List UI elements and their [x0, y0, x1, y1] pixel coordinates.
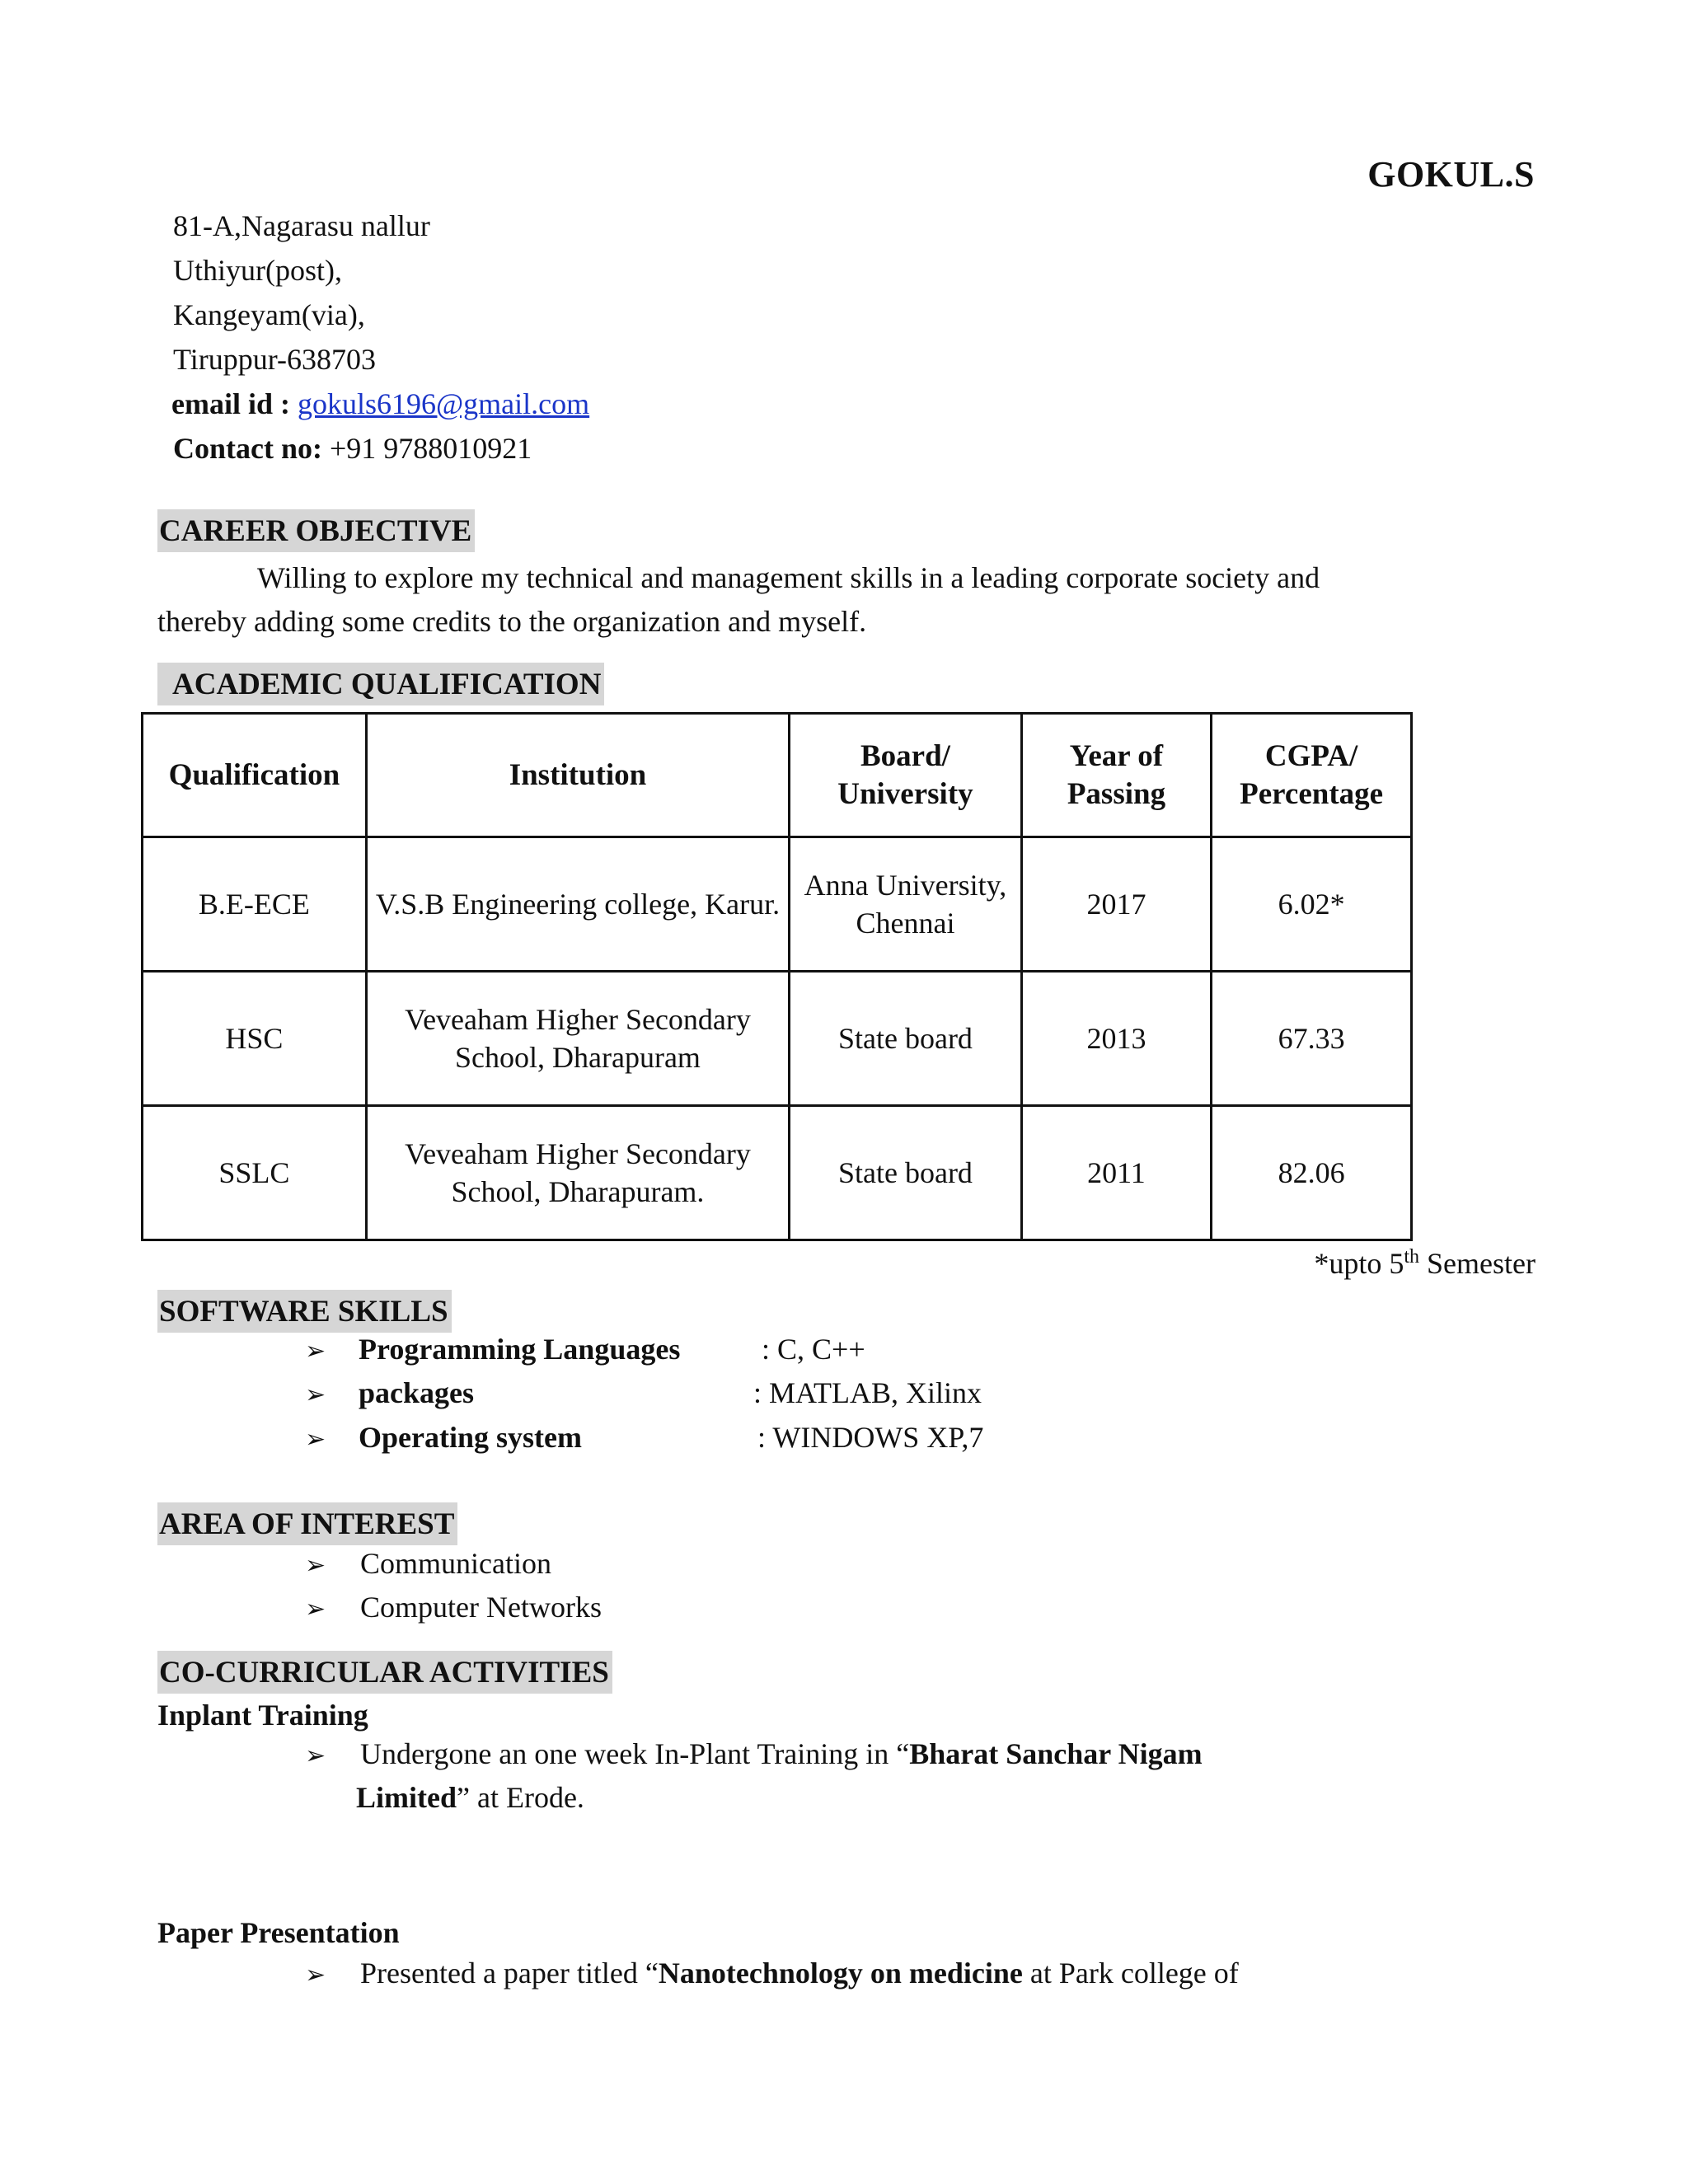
contact-value: +91 9788010921	[329, 432, 532, 465]
arrow-bullet-icon: ➢	[305, 1337, 326, 1366]
inplant-item-continued	[356, 1780, 584, 1815]
arrow-bullet-icon: ➢	[305, 1961, 326, 1990]
contact-line	[173, 426, 532, 471]
candidate-name: GOKUL.S	[1367, 154, 1535, 194]
table-footnote	[1314, 1246, 1536, 1281]
interest-label: Computer Networks	[360, 1591, 602, 1624]
inplant-text-post: ” at Erode.	[457, 1781, 584, 1814]
header-board: Board/ University	[790, 714, 1021, 837]
cell-qualification: SSLC	[143, 1106, 367, 1240]
table-header-row	[143, 714, 1412, 837]
header-qualification: Qualification	[143, 714, 367, 837]
skill-label: Operating system	[359, 1421, 582, 1454]
skill-value: : C, C++	[762, 1333, 865, 1366]
cell-cgpa: 82.06	[1212, 1106, 1412, 1240]
cell-cgpa: 67.33	[1212, 972, 1412, 1106]
skill-label: Programming Languages	[359, 1333, 681, 1366]
skill-item	[305, 1332, 865, 1366]
email-link[interactable]: gokuls6196@gmail.com	[297, 387, 590, 420]
arrow-bullet-icon: ➢	[305, 1380, 326, 1409]
arrow-bullet-icon: ➢	[305, 1425, 326, 1454]
skill-item	[305, 1376, 982, 1410]
paper-text-pre: Presented a paper titled “	[360, 1957, 659, 1990]
inplant-company: Bharat Sanchar Nigam	[909, 1737, 1203, 1770]
skill-value: : MATLAB, Xilinx	[753, 1376, 982, 1409]
skill-value: : WINDOWS XP,7	[757, 1421, 984, 1454]
interest-item	[305, 1546, 551, 1581]
table-row	[143, 1106, 1412, 1240]
footnote-post: Semester	[1419, 1247, 1536, 1280]
cell-year: 2017	[1021, 837, 1212, 972]
header-cgpa: CGPA/ Percentage	[1212, 714, 1412, 837]
interest-item	[305, 1590, 602, 1624]
cell-qualification: B.E-ECE	[143, 837, 367, 972]
career-objective-line-1: Willing to explore my technical and management skills in a leading corporate society and	[257, 561, 1320, 594]
email-label: email id :	[171, 387, 290, 420]
cell-cgpa: 6.02*	[1212, 837, 1412, 972]
inplant-training-title: Inplant Training	[157, 1699, 368, 1732]
co-curricular-heading: CO-CURRICULAR ACTIVITIES	[157, 1651, 612, 1694]
arrow-bullet-icon: ➢	[305, 1595, 326, 1624]
cell-qualification: HSC	[143, 972, 367, 1106]
table-row	[143, 972, 1412, 1106]
arrow-bullet-icon: ➢	[305, 1741, 326, 1770]
paper-item	[305, 1956, 1239, 1990]
address-line-3: Kangeyam(via),	[173, 298, 365, 331]
address-line-4: Tiruppur-638703	[173, 343, 376, 376]
skill-item	[305, 1420, 983, 1455]
inplant-item	[305, 1736, 1203, 1771]
inplant-text-pre: Undergone an one week In-Plant Training in “	[360, 1737, 910, 1770]
cell-board: Anna University, Chennai	[790, 837, 1021, 972]
software-skills-heading: SOFTWARE SKILLS	[157, 1290, 452, 1333]
table-row	[143, 837, 1412, 972]
footnote-pre: *upto 5	[1314, 1247, 1404, 1280]
career-objective-line-2: thereby adding some credits to the organization and myself.	[157, 605, 867, 638]
cell-institution: Veveaham Higher Secondary School, Dharapuram	[366, 972, 789, 1106]
header-year: Year of Passing	[1021, 714, 1212, 837]
area-of-interest-heading: AREA OF INTEREST	[157, 1502, 457, 1545]
career-objective-heading: CAREER OBJECTIVE	[157, 509, 475, 552]
address-line-2: Uthiyur(post),	[173, 254, 342, 287]
paper-presentation-title: Paper Presentation	[157, 1916, 400, 1949]
cell-institution: Veveaham Higher Secondary School, Dharapuram.	[366, 1106, 789, 1240]
header-institution: Institution	[366, 714, 789, 837]
academic-heading: ACADEMIC QUALIFICATION	[157, 663, 604, 705]
address-line-1: 81-A,Nagarasu nallur	[173, 209, 430, 242]
cell-year: 2013	[1021, 972, 1212, 1106]
paper-text-post: at Park college of	[1022, 1957, 1239, 1990]
cell-institution: V.S.B Engineering college, Karur.	[366, 837, 789, 972]
footnote-sup: th	[1404, 1246, 1420, 1268]
arrow-bullet-icon: ➢	[305, 1551, 326, 1580]
email-line	[171, 382, 589, 426]
skill-label: packages	[359, 1376, 475, 1409]
cell-board: State board	[790, 1106, 1021, 1240]
interest-label: Communication	[360, 1547, 551, 1580]
cell-year: 2011	[1021, 1106, 1212, 1240]
academic-table	[141, 712, 1413, 1241]
paper-topic: Nanotechnology on medicine	[658, 1957, 1023, 1990]
cell-board: State board	[790, 972, 1021, 1106]
inplant-company-end: Limited	[356, 1781, 457, 1814]
contact-label: Contact no:	[173, 432, 322, 465]
